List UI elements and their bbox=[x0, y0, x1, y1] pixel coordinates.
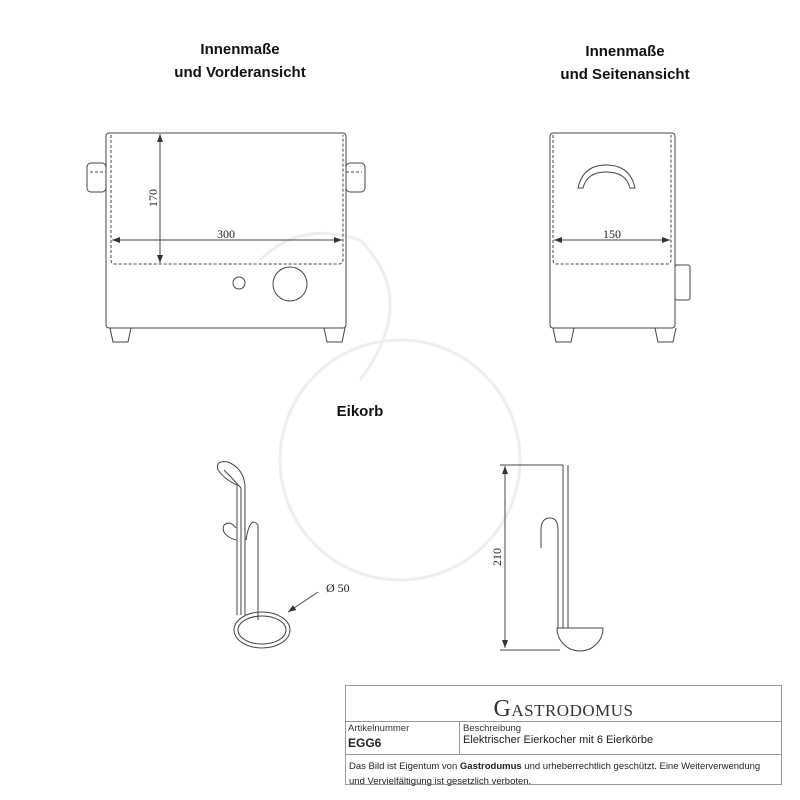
front-height-dimension: 170 bbox=[146, 189, 160, 207]
title-block bbox=[345, 685, 782, 785]
brand-logo bbox=[346, 686, 781, 722]
basket-heading: Eikorb bbox=[336, 403, 384, 420]
basket-front-view bbox=[217, 462, 318, 648]
heading-line: und Seitenansicht bbox=[560, 66, 690, 83]
handle-icon bbox=[578, 165, 635, 188]
watermark-logo bbox=[260, 233, 520, 580]
copyright-notice bbox=[346, 755, 781, 793]
front-width-dimension: 300 bbox=[217, 227, 235, 241]
logo-initial: G bbox=[493, 696, 512, 722]
description-label: Beschreibung bbox=[463, 723, 522, 734]
notice-text: und urheberrechtlich geschützt. Eine Weiterverwendung und Vervielfältigung ist gesetzlich verboten. bbox=[349, 761, 761, 787]
side-depth-dimension: 150 bbox=[603, 227, 621, 241]
indicator-light-icon bbox=[233, 277, 245, 289]
article-label: Artikelnummer bbox=[348, 723, 410, 734]
notice-text: Das Bild ist Eigentum von bbox=[349, 761, 460, 772]
heading-line: Innenmaße bbox=[585, 43, 665, 60]
heading-line: und Vorderansicht bbox=[174, 64, 306, 81]
notice-brand: Gastrodumus bbox=[459, 761, 522, 772]
article-number: EGG6 bbox=[348, 736, 382, 750]
description-text: Elektrischer Eierkocher mit 6 Eierkörbe bbox=[463, 734, 654, 746]
control-knob-icon bbox=[273, 267, 307, 301]
logo-text: ASTRODOMUS bbox=[511, 701, 634, 720]
basket-diameter-dimension: Ø 50 bbox=[326, 581, 350, 595]
basket-height-dimension: 210 bbox=[490, 548, 504, 566]
heading-line: Innenmaße bbox=[200, 41, 280, 58]
